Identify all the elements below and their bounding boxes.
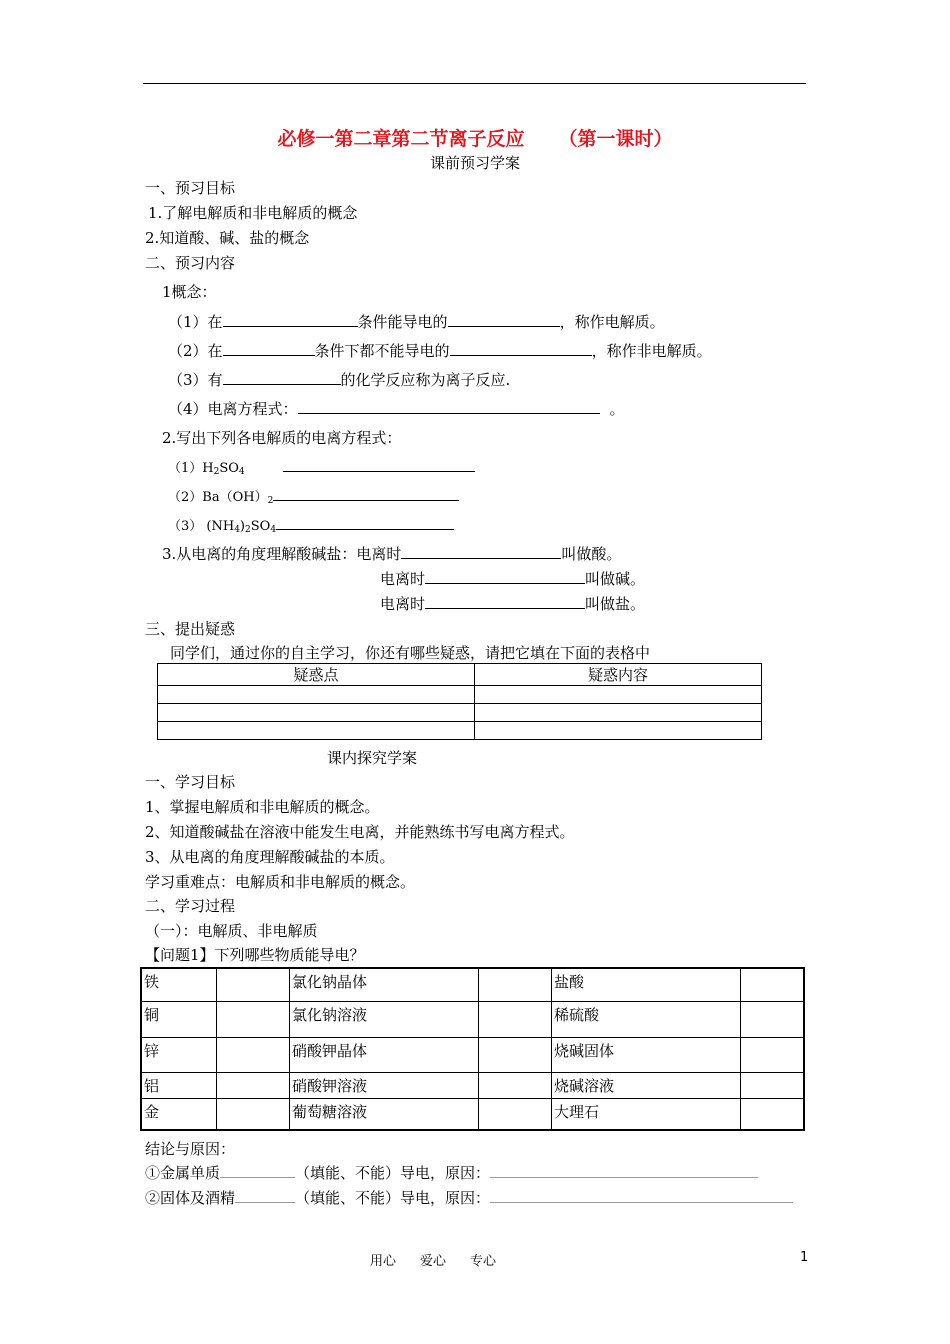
answer-cell[interactable]	[217, 1098, 290, 1130]
goal-1: 1.了解电解质和非电解质的概念	[148, 204, 358, 222]
substance-cell: 大理石	[552, 1098, 741, 1130]
blank-c2a[interactable]	[235, 1188, 295, 1203]
doubts-instruction: 同学们，通过你的自主学习，你还有哪些疑惑，请把它填在下面的表格中	[170, 644, 651, 662]
conclusion-heading: 结论与原因：	[145, 1140, 236, 1158]
blank-salt[interactable]	[425, 594, 585, 609]
blank-1b[interactable]	[448, 312, 560, 327]
substance-cell: 烧碱固体	[552, 1037, 741, 1072]
conclusion-2: ②固体及酒精 （填能、不能）导电，原因：	[145, 1187, 793, 1208]
concept-3: （3）有 的化学反应称为离子反应.	[168, 371, 511, 389]
blank-eq-3[interactable]	[276, 515, 454, 530]
objective-2: 2、知道酸碱盐在溶液中能发生电离，并能熟练书写电离方程式。	[145, 823, 575, 841]
section-doubts: 三、提出疑惑	[145, 620, 236, 638]
answer-cell[interactable]	[741, 1072, 805, 1098]
part-1-heading: （一）：电解质、非电解质	[145, 922, 318, 940]
answer-cell[interactable]	[479, 1037, 552, 1072]
question-1: 【问题1】下列哪些物质能导电？	[145, 946, 365, 964]
document-title: 必修一第二章第二节离子反应 （第一课时）	[277, 128, 673, 150]
substance-cell: 铁	[141, 968, 217, 1001]
substance-cell: 铝	[141, 1072, 217, 1098]
substance-cell: 铜	[141, 1001, 217, 1037]
substance-cell: 葡萄糖溶液	[290, 1098, 479, 1130]
blank-3a[interactable]	[223, 370, 341, 385]
answer-cell[interactable]	[741, 1098, 805, 1130]
doubt-cell[interactable]	[158, 722, 475, 740]
page-number: 1	[800, 1250, 809, 1265]
concept-4: （4）电离方程式： 。	[168, 400, 625, 418]
base-def: 电离时 叫做碱。	[380, 570, 646, 588]
preview-subtitle: 课前预习学案	[429, 154, 520, 172]
header-rule	[143, 83, 806, 84]
substance-cell: 硝酸钾溶液	[290, 1072, 479, 1098]
blank-acid[interactable]	[401, 544, 561, 559]
eq-baoh2: $(2)Ba(OH)_2$	[168, 486, 459, 506]
concept-1: （1）在 条件能导电的 ，称作电解质。	[168, 313, 665, 331]
answer-cell[interactable]	[479, 1098, 552, 1130]
doubt-cell[interactable]	[475, 704, 762, 722]
blank-4a[interactable]	[298, 399, 600, 414]
doubt-cell[interactable]	[475, 722, 762, 740]
substance-cell: 硝酸钾晶体	[290, 1037, 479, 1072]
substance-cell: 烧碱溶液	[552, 1072, 741, 1098]
answer-cell[interactable]	[479, 968, 552, 1001]
section-preview-content: 二、预习内容	[145, 254, 236, 272]
doubt-cell[interactable]	[158, 704, 475, 722]
blank-c1a[interactable]	[220, 1163, 295, 1178]
answer-cell[interactable]	[741, 1037, 805, 1072]
blank-base[interactable]	[425, 569, 585, 584]
conductivity-table	[140, 967, 805, 1131]
blank-c2b[interactable]	[490, 1188, 793, 1203]
answer-cell[interactable]	[479, 1072, 552, 1098]
section-process: 二、学习过程	[145, 897, 236, 915]
blank-2b[interactable]	[450, 341, 592, 356]
ionization-heading: 2.写出下列各电解质的电离方程式：	[162, 429, 402, 447]
doubt-header-content: 疑惑内容	[475, 664, 762, 686]
substance-cell: 氯化钠溶液	[290, 1001, 479, 1037]
substance-cell: 氯化钠晶体	[290, 968, 479, 1001]
answer-cell[interactable]	[217, 1001, 290, 1037]
blank-1a[interactable]	[223, 312, 358, 327]
substance-cell: 稀硫酸	[552, 1001, 741, 1037]
answer-cell[interactable]	[217, 968, 290, 1001]
doubt-cell[interactable]	[158, 686, 475, 704]
doubt-header-point: 疑惑点	[158, 664, 475, 686]
section-objectives: 一、学习目标	[145, 773, 236, 791]
blank-2a[interactable]	[223, 341, 315, 356]
conclusion-1: ①金属单质 （填能、不能）导电，原因：	[145, 1162, 758, 1183]
goal-2: 2.知道酸、碱、盐的概念	[145, 229, 310, 247]
eq-nh42so4: （3） $(NH_4)_2SO_4$	[168, 515, 454, 535]
doubt-table	[157, 663, 762, 740]
acid-def: 3.从电离的角度理解酸碱盐：电离时 叫做酸。	[162, 545, 622, 563]
answer-cell[interactable]	[217, 1072, 290, 1098]
blank-eq-2[interactable]	[273, 486, 459, 501]
objective-3: 3、从电离的角度理解酸碱盐的本质。	[145, 848, 395, 866]
concept-heading: 1概念：	[162, 283, 217, 301]
blank-c1b[interactable]	[490, 1163, 758, 1178]
objective-1: 1、掌握电解质和非电解质的概念。	[145, 798, 380, 816]
answer-cell[interactable]	[479, 1001, 552, 1037]
answer-cell[interactable]	[741, 968, 805, 1001]
key-points: 学习重难点：电解质和非电解质的概念。	[145, 873, 416, 891]
footer-motto: 用心 爱心 专心	[370, 1254, 497, 1269]
concept-2: （2）在 条件下都不能导电的 ，称作非电解质。	[168, 342, 712, 360]
answer-cell[interactable]	[741, 1001, 805, 1037]
blank-eq-1[interactable]	[283, 457, 475, 472]
salt-def: 电离时 叫做盐。	[380, 595, 646, 613]
doubt-cell[interactable]	[475, 686, 762, 704]
substance-cell: 金	[141, 1098, 217, 1130]
section-preview-goals: 一、预习目标	[145, 179, 236, 197]
substance-cell: 锌	[141, 1037, 217, 1072]
inclass-subtitle: 课内探究学案	[327, 749, 418, 767]
eq-h2so4: $(1)H_2SO_4$	[168, 457, 475, 477]
substance-cell: 盐酸	[552, 968, 741, 1001]
answer-cell[interactable]	[217, 1037, 290, 1072]
